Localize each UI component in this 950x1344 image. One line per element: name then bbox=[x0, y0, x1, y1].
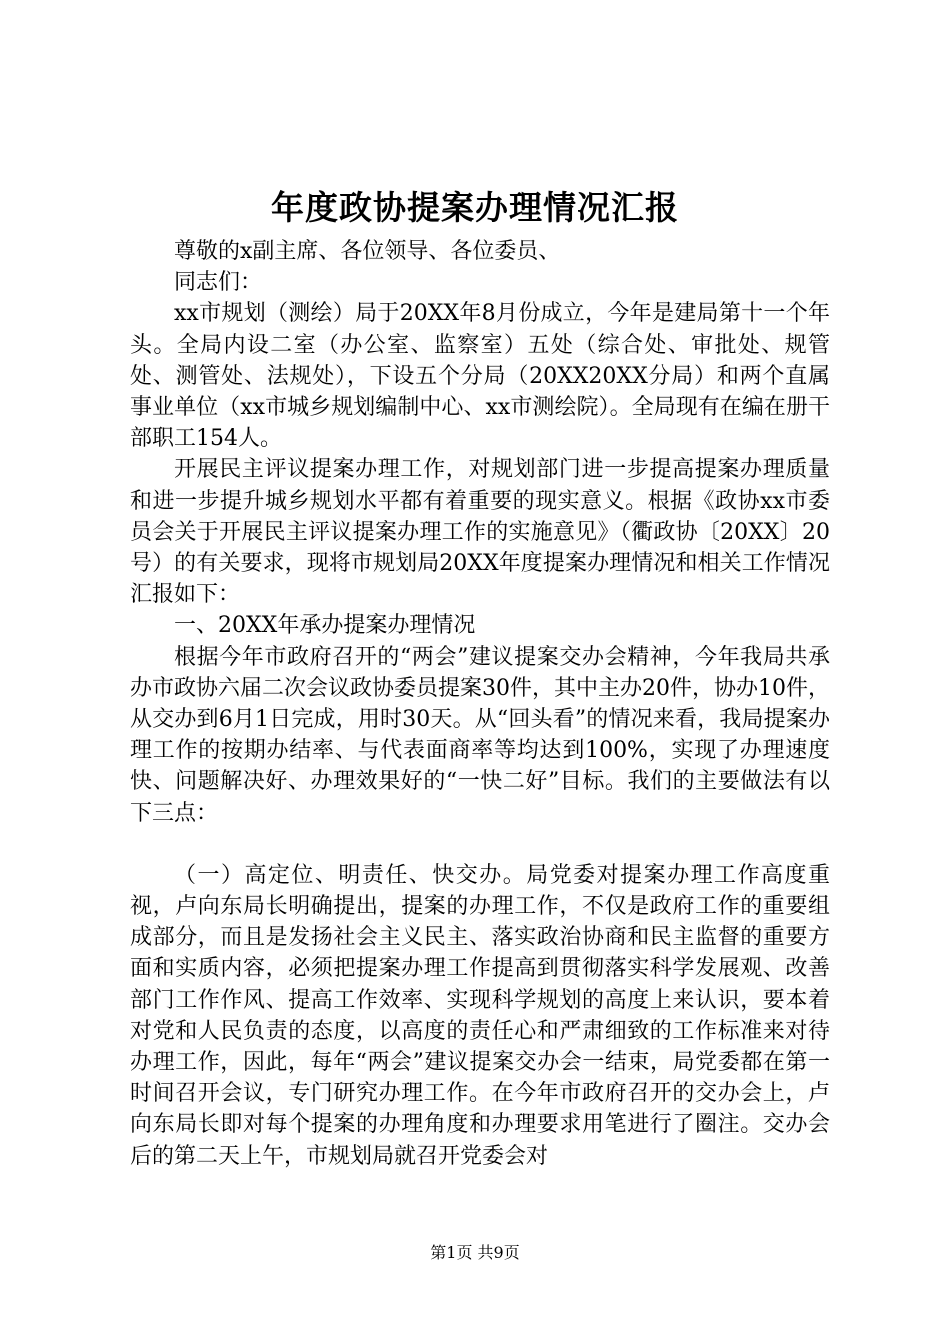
document-title: 年度政协提案办理情况汇报 bbox=[271, 188, 679, 227]
section-heading-1: 一、20XX年承办提案办理情况 bbox=[174, 613, 476, 639]
paragraph-evaluation-purpose: 开展民主评议提案办理工作，对规划部门进一步提高提案办理质量和进一步提升城乡规划水平都有着重要的现实意义。根据《政协xx市委员会关于开展民主评议提案办理工作的实施意见》（衢政协〔20XX〕20号）的有关要求，现将市规划局20XX年度提案办理情况和相关工作情况汇报如下： bbox=[130, 457, 830, 608]
salutation-line-2: 同志们： bbox=[174, 270, 263, 296]
page-footer: 第1页 共9页 bbox=[430, 1243, 520, 1262]
paragraph-subsection-1: （一）高定位、明责任、快交办。局党委对提案办理工作高度重视，卢向东局长明确提出，提案的办理工作，不仅是政府工作的重要组成部分，而且是发扬社会主义民主、落实政治协商和民主监督的重要方面和实质内容，必须把提案办理工作提高到贯彻落实科学发展观、改善部门工作作风、提高工作效率、实现科学规划的高度上来认识，要本着对党和人民负责的态度，以高度的责任心和严肃细致的工作标准来对待办理工作，因此，每年“两会”建议提案交办会一结束，局党委都在第一时间召开会议，专门研究办理工作。在今年市政府召开的交办会上，卢向东局长即对每个提案的办理角度和办理要求用笔进行了圈注。交办会后的第二天上午，市规划局就召开党委会对 bbox=[130, 862, 830, 1169]
document-body bbox=[130, 236, 830, 1172]
paragraph-bureau-intro: xx市规划（测绘）局于20XX年8月份成立，今年是建局第十一个年头。全局内设二室（办公室、监察室）五处（综合处、审批处、规管处、测管处、法规处），下设五个分局（20XX20XX分局）和两个直属事业单位（xx市城乡规划编制中心、xx市测绘院）。全局现有在编在册干部职工154人。 bbox=[130, 301, 830, 452]
salutation-line-1: 尊敬的x副主席、各位领导、各位委员、 bbox=[174, 239, 561, 264]
paragraph-proposal-summary: 根据今年市政府召开的“两会”建议提案交办会精神，今年我局共承办市政协六届二次会议政协委员提案30件，其中主办20件，协办10件，从交办到6月1日完成，用时30天。从“回头看”的情况来看，我局提案办理工作的按期办结率、与代表面商率等均达到100%，实现了办理速度快、问题解决好、办理效果好的“一快二好”目标。我们的主要做法有以下三点： bbox=[130, 644, 830, 826]
